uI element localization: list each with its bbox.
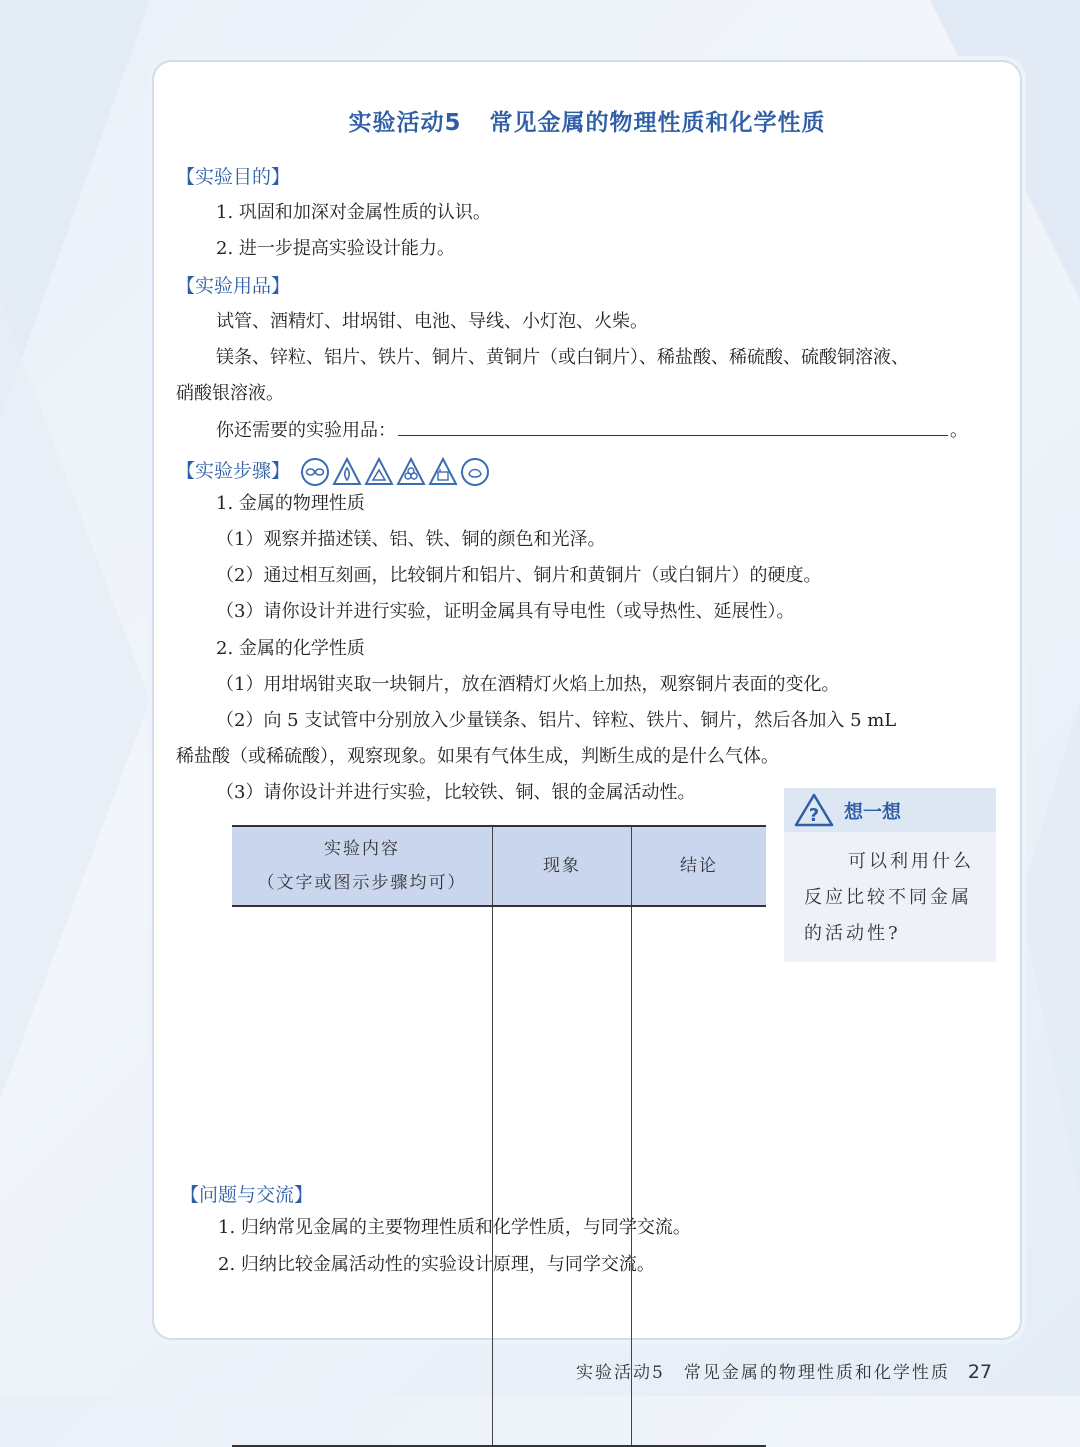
purpose-item-2: 2. 进一步提高实验设计能力。 bbox=[216, 238, 455, 259]
step-1-3: （3）请你设计并进行实验，证明金属具有导电性（或导热性、延展性）。 bbox=[216, 601, 795, 622]
corrosive-icon bbox=[428, 457, 458, 487]
supplies-need-line bbox=[216, 413, 968, 449]
think-box-text bbox=[784, 832, 996, 952]
toxic-icon bbox=[396, 457, 426, 487]
step-1: 1. 金属的物理性质 bbox=[216, 493, 365, 514]
think-box-title: 想一想 bbox=[844, 800, 902, 823]
page-title: 实验活动5 常见金属的物理性质和化学性质 bbox=[348, 110, 826, 136]
fill-in-blank[interactable] bbox=[398, 415, 948, 436]
step-1-2: （2）通过相互刻画，比较铜片和铝片、铜片和黄铜片（或白铜片）的硬度。 bbox=[216, 565, 822, 586]
cell-content[interactable] bbox=[232, 906, 493, 1446]
purpose-heading: 【实验目的】 bbox=[176, 166, 291, 188]
goggles-icon bbox=[300, 457, 330, 487]
column-header-content-note: （文字或图示步骤均可） bbox=[257, 873, 467, 893]
step-2-3: （3）请你设计并进行实验，比较铁、铜、银的金属活动性。 bbox=[216, 782, 696, 803]
page-card bbox=[152, 60, 1022, 1340]
page-footer bbox=[576, 1358, 992, 1383]
column-header-conclusion: 结论 bbox=[632, 826, 767, 906]
step-2-2-cont: 稀盐酸（或稀硫酸），观察现象。如果有气体生成，判断生成的是什么气体。 bbox=[176, 746, 779, 767]
think-box bbox=[784, 788, 996, 962]
think-line-1: 可以利用什么 bbox=[848, 851, 974, 872]
think-box-header bbox=[784, 788, 996, 832]
discussion-item-1: 1. 归纳常见金属的主要物理性质和化学性质，与同学交流。 bbox=[218, 1217, 691, 1238]
steps-heading: 【实验步骤】 bbox=[176, 460, 291, 482]
supplies-reagents: 镁条、锌粒、铝片、铁片、铜片、黄铜片（或白铜片）、稀盐酸、稀硫酸、硫酸铜溶液、 bbox=[216, 347, 909, 368]
column-header-content bbox=[232, 826, 493, 906]
supplies-equipment: 试管、酒精灯、坩埚钳、电池、导线、小灯泡、火柴。 bbox=[216, 311, 648, 332]
flame-icon bbox=[332, 457, 362, 487]
step-1-1: （1）观察并描述镁、铝、铁、铜的颜色和光泽。 bbox=[216, 529, 606, 550]
think-line-3: 的活动性? bbox=[804, 923, 901, 944]
step-2-2: （2）向 5 支试管中分别放入少量镁条、铝片、锌粒、铁片、铜片，然后各加入 5 mL bbox=[216, 710, 897, 731]
experiment-record-table bbox=[232, 825, 766, 1447]
step-2-1: （1）用坩埚钳夹取一块铜片，放在酒精灯火焰上加热，观察铜片表面的变化。 bbox=[216, 674, 840, 695]
column-header-phenomenon: 现象 bbox=[493, 826, 632, 906]
hand-wash-icon bbox=[460, 457, 490, 487]
column-header-content-title: 实验内容 bbox=[324, 839, 400, 859]
supplies-need-end: 。 bbox=[950, 420, 968, 441]
supplies-heading: 【实验用品】 bbox=[176, 275, 291, 297]
footer-title: 实验活动5 常见金属的物理性质和化学性质 bbox=[576, 1363, 950, 1383]
warning-icon bbox=[364, 457, 394, 487]
step-2: 2. 金属的化学性质 bbox=[216, 638, 365, 659]
safety-icons bbox=[300, 457, 490, 487]
supplies-need-label: 你还需要的实验用品： bbox=[216, 420, 396, 441]
supplies-reagents-cont: 硝酸银溶液。 bbox=[176, 383, 284, 404]
purpose-item-1: 1. 巩固和加深对金属性质的认识。 bbox=[216, 202, 491, 223]
table-header-row bbox=[232, 826, 766, 906]
steps-heading-row bbox=[176, 456, 490, 487]
page-number: 27 bbox=[967, 1361, 993, 1383]
discussion-heading: 【问题与交流】 bbox=[180, 1184, 314, 1206]
svg-text:?: ? bbox=[808, 805, 820, 826]
question-icon bbox=[794, 793, 834, 827]
think-line-2: 反应比较不同金属 bbox=[804, 887, 972, 908]
discussion-item-2: 2. 归纳比较金属活动性的实验设计原理，与同学交流。 bbox=[218, 1254, 655, 1275]
